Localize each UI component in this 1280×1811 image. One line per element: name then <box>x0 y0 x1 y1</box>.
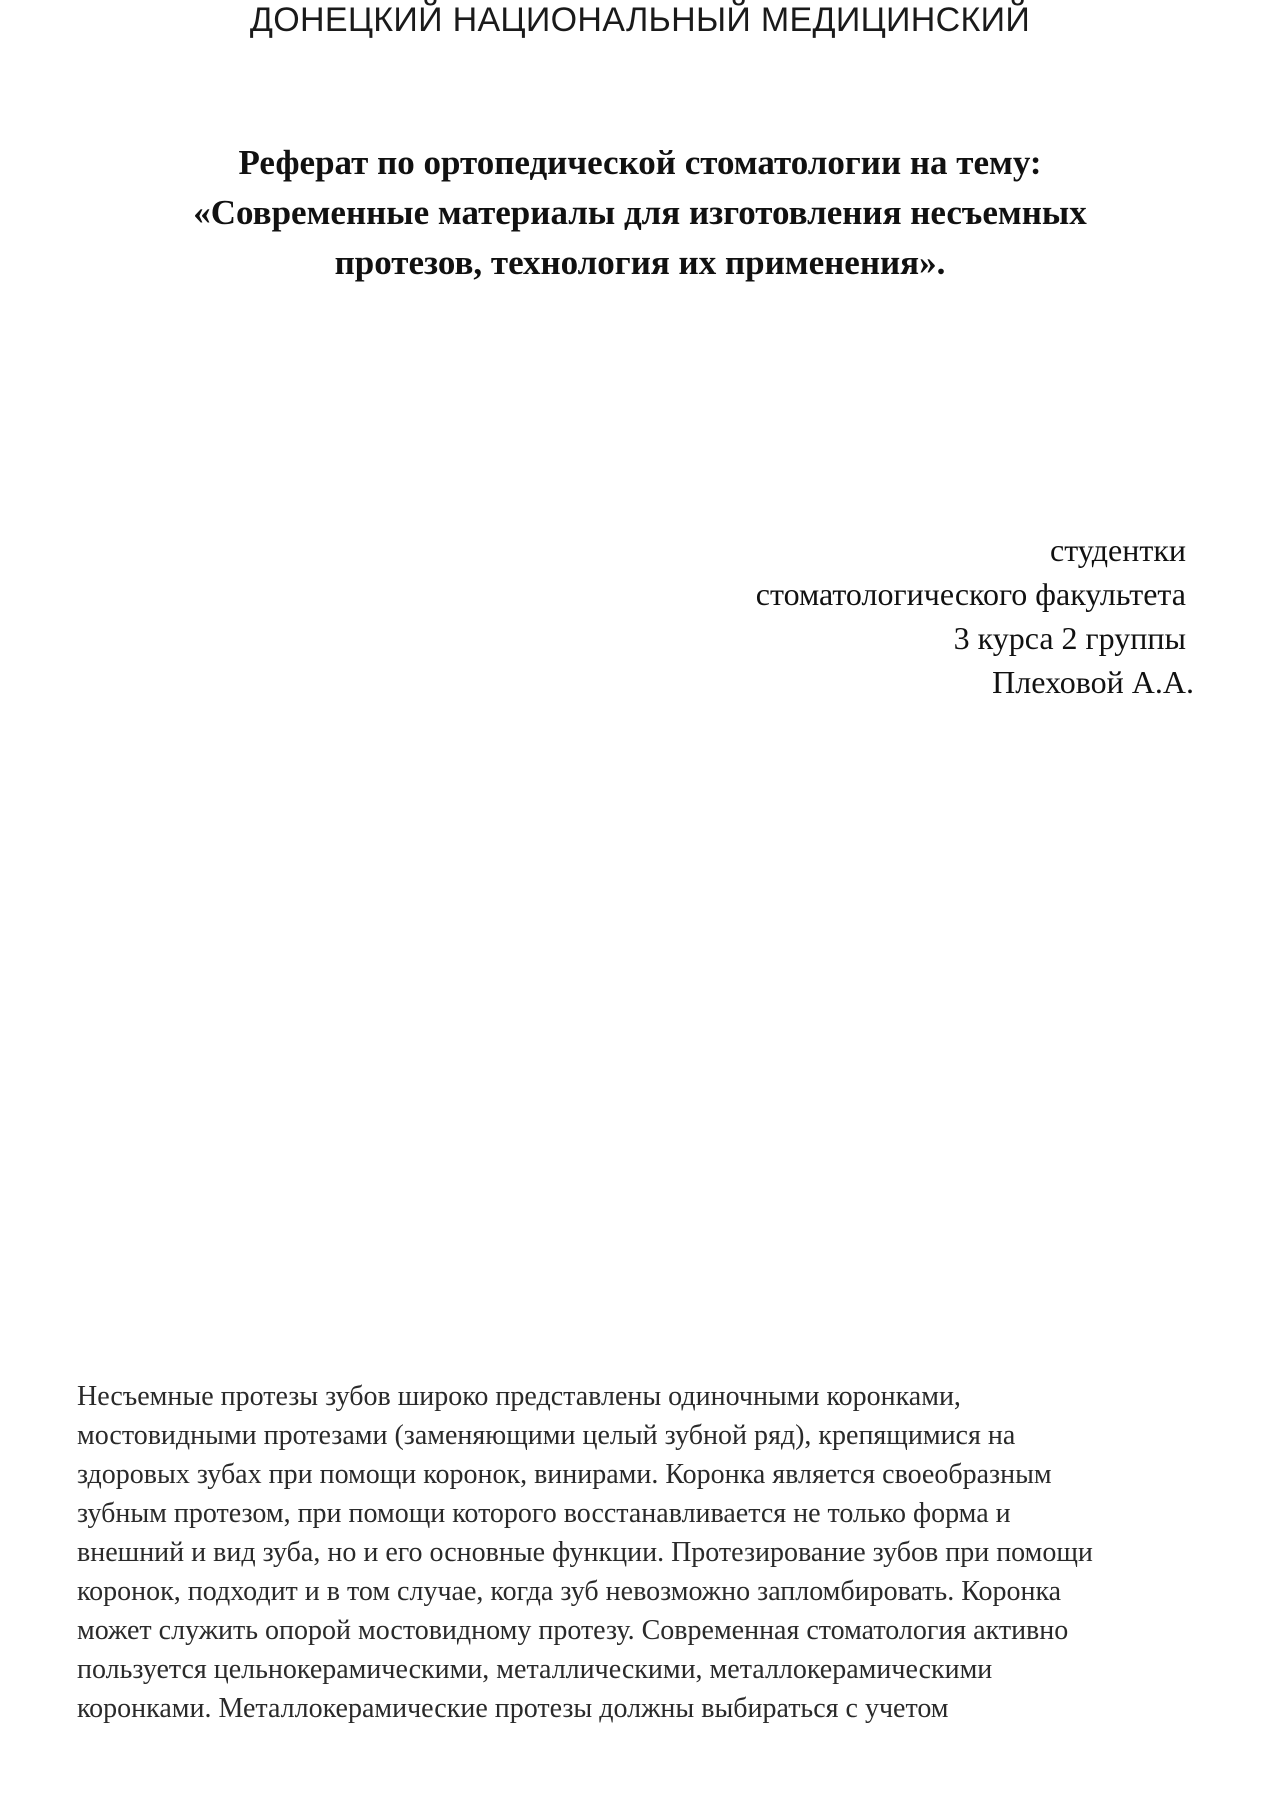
body-line: пользуется цельнокерамическими, металлическими, металлокерамическими <box>77 1654 993 1685</box>
body-line: внешний и вид зуба, но и его основные функции. Протезирование зубов при помощи <box>77 1537 1093 1568</box>
body-line: может служить опорой мостовидному протезу. Современная стоматология активно <box>77 1615 1069 1646</box>
author-line-faculty: стоматологического факультета <box>755 576 1186 612</box>
body-line: коронками. Металлокерамические протезы должны выбираться с учетом <box>77 1693 949 1724</box>
title-line-2: «Современные материалы для изготовления несъемных <box>193 193 1087 232</box>
author-line-student: студентки <box>1049 532 1186 568</box>
author-block <box>756 528 1194 704</box>
institution-name: ДОНЕЦКИЙ НАЦИОНАЛЬНЫЙ МЕДИЦИНСКИЙ <box>249 1 1031 39</box>
title-line-3: протезов, технология их применения». <box>334 243 946 282</box>
body-line: здоровых зубах при помощи коронок, винирами. Коронка является своеобразным <box>77 1459 1052 1490</box>
body-paragraph <box>77 1377 1207 1728</box>
body-line: зубным протезом, при помощи которого восстанавливается не только форма и <box>77 1498 1011 1529</box>
author-line-name: Плеховой А.А. <box>992 664 1194 700</box>
institution-header <box>0 0 1280 40</box>
body-line: коронок, подходит и в том случае, когда зуб невозможно запломбировать. Коронка <box>77 1576 1062 1607</box>
author-line-course: 3 курса 2 группы <box>953 620 1186 656</box>
document-title <box>120 138 1160 288</box>
body-line: мостовидными протезами (заменяющими целый зубной ряд), крепящимися на <box>77 1420 1016 1451</box>
body-line: Несъемные протезы зубов широко представлены одиночными коронками, <box>77 1381 961 1412</box>
title-line-1: Реферат по ортопедической стоматологии на тему: <box>238 143 1042 182</box>
